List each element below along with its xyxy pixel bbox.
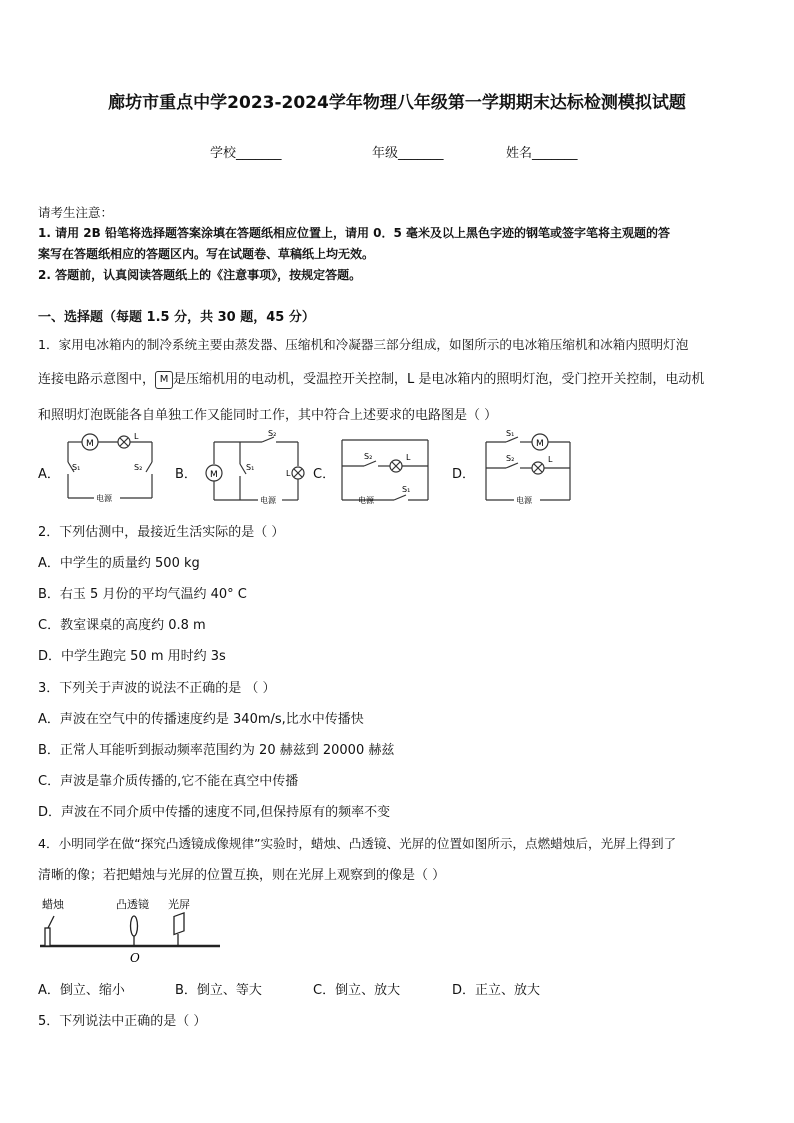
circuit-c-power-label: 电源 xyxy=(358,496,374,505)
section-heading: 一、选择题（每题 1.5 分，共 30 题，45 分） xyxy=(38,310,315,325)
notice-line-1a: 1. 请用 2B 铅笔将选择题答案涂填在答题纸相应位置上，请用 0．5 毫米及以上黑色字迹的钢笔或签字笔将主观题的答 xyxy=(38,226,670,240)
candle-label: 蜡烛 xyxy=(42,898,64,911)
q3-option-b[interactable]: B．正常人耳能听到振动频率范围约为 20 赫兹到 20000 赫兹 xyxy=(38,743,395,758)
notice-heading: 请考生注意： xyxy=(38,205,114,220)
circuit-d-diagram xyxy=(478,428,582,510)
circuit-b-power-label: 电源 xyxy=(260,496,276,505)
q1-line-3: 和照明灯泡既能各自单独工作又能同时工作，其中符合上述要求的电路图是（ ） xyxy=(38,408,498,423)
circuit-a-s2-label: S₂ xyxy=(134,463,143,472)
q1-line-1: 1．家用电冰箱内的制冷系统主要由蒸发器、压缩机和冷凝器三部分组成，如图所示的电冰箱压缩机和冰箱内照明灯泡 xyxy=(38,337,689,352)
lens-experiment-diagram xyxy=(38,896,228,966)
q1-line-2 xyxy=(38,368,704,389)
q2-option-c[interactable]: C．教室课桌的高度约 0.8 m xyxy=(38,618,206,633)
q1-line-2b: 是压缩机用的电动机，受温控开关控制，L 是电冰箱内的照明灯泡，受门控开关控制，电动机 xyxy=(173,372,705,387)
circuit-c-lamp-label: L xyxy=(406,453,411,462)
circuit-d-s2-label: S₂ xyxy=(506,454,515,463)
circuit-b-s2-label: S₂ xyxy=(268,430,277,438)
circuit-d-power-label: 电源 xyxy=(516,496,532,505)
q4-option-a[interactable]: A．倒立、缩小 xyxy=(38,983,125,998)
circuit-a-motor-label: M xyxy=(86,439,94,449)
q3-option-a[interactable]: A．声波在空气中的传播速度约是 340m/s,比水中传播快 xyxy=(38,712,364,727)
q2-option-a[interactable]: A．中学生的质量约 500 kg xyxy=(38,556,200,571)
q5-stem: 5．下列说法中正确的是（ ） xyxy=(38,1014,207,1029)
circuit-a-diagram xyxy=(58,430,162,506)
q4-option-d[interactable]: D．正立、放大 xyxy=(452,983,541,998)
q2-option-b[interactable]: B．右玉 5 月份的平均气温约 40° C xyxy=(38,587,247,602)
screen-label: 光屏 xyxy=(168,898,190,911)
circuit-c-diagram xyxy=(336,430,446,510)
circuit-d-s1-label: S₁ xyxy=(506,429,515,438)
q3-option-d[interactable]: D．声波在不同介质中传播的速度不同,但保持原有的频率不变 xyxy=(38,805,391,820)
name-field: 姓名_______ xyxy=(506,146,578,161)
circuit-d-motor-label: M xyxy=(536,439,544,449)
circuit-b-lamp-label: L xyxy=(286,469,291,478)
q2-option-d[interactable]: D．中学生跑完 50 m 用时约 3s xyxy=(38,649,226,664)
q3-stem: 3．下列关于声波的说法不正确的是 （ ） xyxy=(38,681,276,696)
circuit-c-s2-label: S₂ xyxy=(364,452,373,461)
circuit-d-lamp-label: L xyxy=(548,455,553,464)
notice-line-1b: 案写在答题纸相应的答题区内。写在试题卷、草稿纸上均无效。 xyxy=(38,247,375,261)
q2-stem: 2．下列估测中，最接近生活实际的是（ ） xyxy=(38,525,285,540)
q4-line-2: 清晰的像；若把蜡烛与光屏的位置互换，则在光屏上观察到的像是（ ） xyxy=(38,868,446,883)
circuit-a-s1-label: S₁ xyxy=(72,463,81,472)
grade-field: 年级_______ xyxy=(372,146,444,161)
notice-line-2: 2. 答题前，认真阅读答题纸上的《注意事项》，按规定答题。 xyxy=(38,268,362,282)
circuit-b-diagram xyxy=(200,430,310,510)
q4-option-c[interactable]: C．倒立、放大 xyxy=(313,983,401,998)
circuit-a-power-label: 电源 xyxy=(96,494,112,503)
q4-line-1: 4．小明同学在做“探究凸透镜成像规律”实验时，蜡烛、凸透镜、光屏的位置如图所示，点燃蜡烛后，光屏上得到了 xyxy=(38,836,677,851)
circuit-b-motor-label: M xyxy=(210,470,218,480)
circuit-c-s1-label: S₁ xyxy=(402,485,411,494)
circuit-b-s1-label: S₁ xyxy=(246,463,255,472)
motor-symbol-icon: M xyxy=(155,371,173,389)
q1-line-2a: 连接电路示意图中， xyxy=(38,372,156,387)
origin-label: O xyxy=(130,951,140,965)
q1-option-d-label[interactable]: D． xyxy=(452,467,476,482)
q4-option-b[interactable]: B．倒立、等大 xyxy=(175,983,262,998)
school-field: 学校_______ xyxy=(210,146,282,161)
q1-option-a-label[interactable]: A． xyxy=(38,467,60,482)
lens-label: 凸透镜 xyxy=(116,898,149,911)
q3-option-c[interactable]: C．声波是靠介质传播的,它不能在真空中传播 xyxy=(38,774,299,789)
q1-option-b-label[interactable]: B． xyxy=(175,467,197,482)
page-title: 廊坊市重点中学2023-2024学年物理八年级第一学期期末达标检测模拟试题 xyxy=(108,93,686,113)
q1-option-c-label[interactable]: C． xyxy=(313,467,336,482)
circuit-a-lamp-label: L xyxy=(134,432,139,441)
